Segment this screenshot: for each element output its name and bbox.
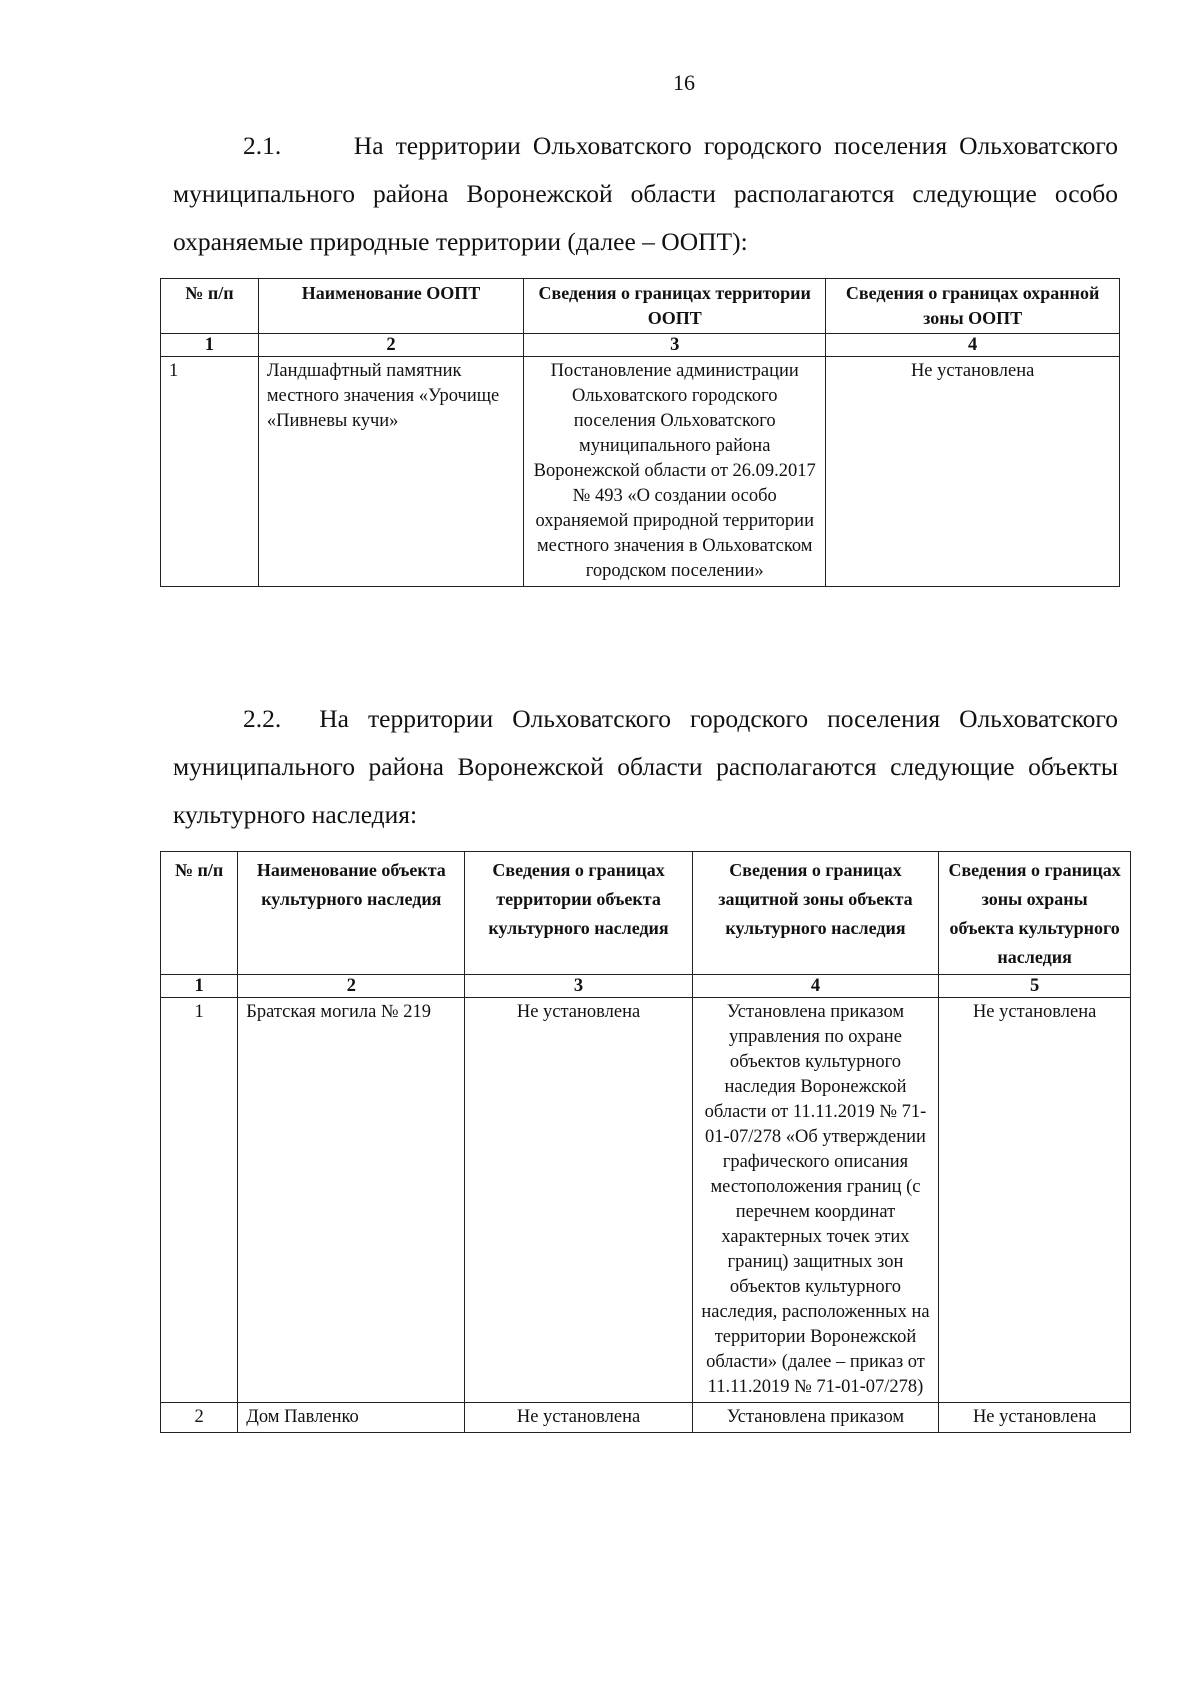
section-2-1-text: На территории Ольховатского городского поселения Ольховатского муниципального района Воронежской области располагаются следующие особо охраняемые природные территории (далее – ООПТ): (173, 131, 1118, 256)
table-row (161, 998, 1131, 1403)
header-cell: Сведения о границах защитной зоны объекта культурного наследия (692, 852, 939, 975)
section-2-1-paragraph (173, 122, 1118, 266)
row-number: 1 (161, 357, 259, 587)
column-number: 4 (692, 975, 939, 998)
column-number: 1 (161, 975, 238, 998)
header-cell: № п/п (161, 279, 259, 334)
section-2-1-number: 2.1. (243, 131, 282, 160)
row-number: 2 (161, 1403, 238, 1433)
heritage-protective-zone: Установлена приказом (692, 1403, 939, 1433)
table-row (161, 357, 1120, 587)
column-number: 1 (161, 334, 259, 357)
heritage-security-zone: Не установлена (939, 1403, 1131, 1433)
header-cell: Наименование объекта культурного наследия (238, 852, 465, 975)
heritage-territory: Не установлена (465, 1403, 692, 1433)
table-header-row (161, 279, 1120, 334)
section-2-2-text: На территории Ольховатского городского поселения Ольховатского муниципального района Воронежской области располагаются следующие объекты культурного наследия: (173, 704, 1118, 829)
heritage-name: Братская могила № 219 (238, 998, 465, 1403)
page-number: 16 (673, 70, 695, 95)
column-number: 3 (524, 334, 826, 357)
table-row (161, 1403, 1131, 1433)
oopt-protection-zone: Не установлена (826, 357, 1120, 587)
header-cell: Сведения о границах территории ООПТ (524, 279, 826, 334)
header-cell: Наименование ООПТ (258, 279, 523, 334)
column-number: 4 (826, 334, 1120, 357)
heritage-protective-zone: Установлена приказом управления по охране объектов культурного наследия Воронежской области от 11.11.2019 № 71-01-07/278 «Об утверждении графического описания местоположения границ (с перечнем координат характерных точек этих границ) защитных зон объектов культурного наследия, расположенных на территории Воронежской области» (далее – приказ от 11.11.2019 № 71-01-07/278) (692, 998, 939, 1403)
heritage-territory: Не установлена (465, 998, 692, 1403)
oopt-name: Ландшафтный памятник местного значения «Урочище «Пивневы кучи» (258, 357, 523, 587)
column-number: 3 (465, 975, 692, 998)
section-2-2-paragraph (173, 695, 1118, 839)
table-header-row (161, 852, 1131, 975)
column-number-row (161, 334, 1120, 357)
heritage-name: Дом Павленко (238, 1403, 465, 1433)
column-number-row (161, 975, 1131, 998)
header-cell: Сведения о границах охранной зоны ООПТ (826, 279, 1120, 334)
header-cell: Сведения о границах зоны охраны объекта культурного наследия (939, 852, 1131, 975)
heritage-table (160, 851, 1131, 1433)
header-cell: № п/п (161, 852, 238, 975)
oopt-table (160, 278, 1120, 587)
header-cell: Сведения о границах территории объекта культурного наследия (465, 852, 692, 975)
column-number: 5 (939, 975, 1131, 998)
oopt-territory: Постановление администрации Ольховатского городского поселения Ольховатского муниципального района Воронежской области от 26.09.2017 № 493 «О создании особо охраняемой природной территории местного значения в Ольховатском городском поселении» (524, 357, 826, 587)
column-number: 2 (238, 975, 465, 998)
column-number: 2 (258, 334, 523, 357)
heritage-security-zone: Не установлена (939, 998, 1131, 1403)
section-2-2-number: 2.2. (243, 704, 282, 733)
row-number: 1 (161, 998, 238, 1403)
